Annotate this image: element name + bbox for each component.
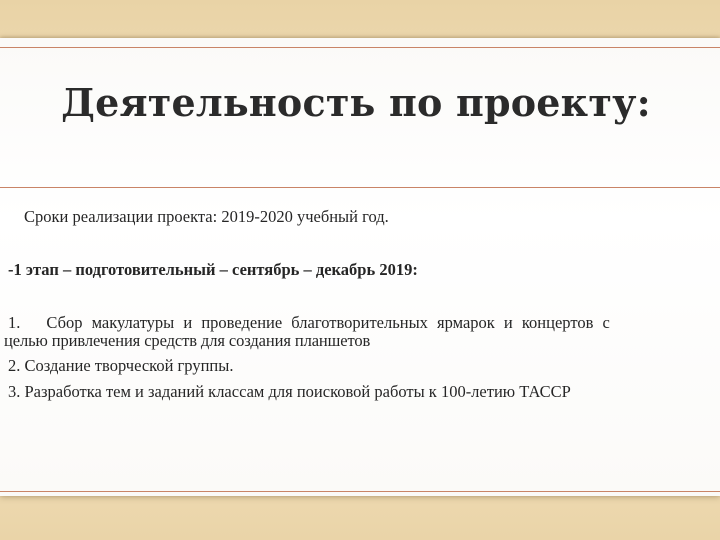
list-item-2: 2. Создание творческой группы. [8,356,234,375]
list-item-3: 3. Разработка тем и заданий классам для поисковой работы к 100-летию ТАССР [8,382,571,401]
list-item-1-text: Сбор макулатуры и проведение благотворительных ярмарок и концертов с [46,313,610,332]
list-item-1-continuation: целью привлечения средств для создания планшетов [4,331,371,350]
title-rule [0,187,720,188]
list-item-1 [8,313,610,333]
list-item-1-number: 1. [8,313,21,332]
project-timeline: Сроки реализации проекта: 2019-2020 учебный год. [24,207,389,226]
top-rule [0,47,720,48]
stage-1-heading: -1 этап – подготовительный – сентябрь – декабрь 2019: [8,260,418,279]
slide-title: Деятельность по проекту: [61,80,651,125]
bottom-rule [0,491,720,492]
